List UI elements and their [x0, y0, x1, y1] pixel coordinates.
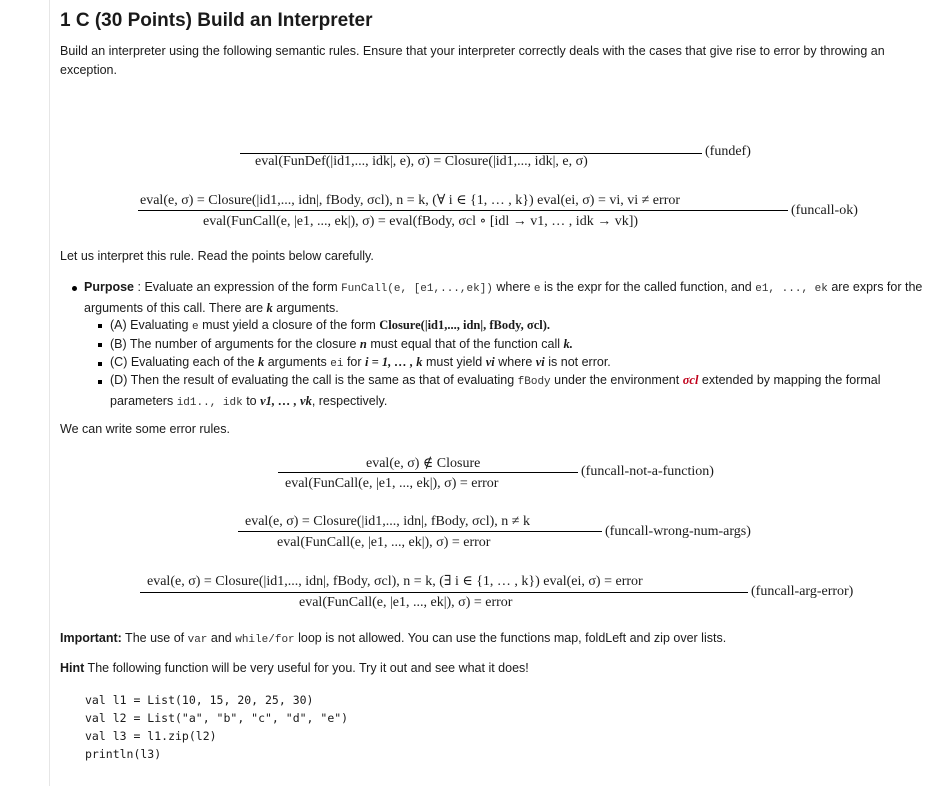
point-a: (A) Evaluating e must yield a closure of the form Closure(|id1,..., idn|, fBody, σcl). [110, 318, 551, 333]
rule-line [278, 472, 578, 473]
important-label: Important: [60, 631, 122, 645]
code-line: val l3 = l1.zip(l2) [85, 729, 217, 743]
rule-name: (funcall-wrong-num-args) [605, 524, 751, 539]
purpose-item: Purpose : Evaluate an expression of the form FunCall(e, [e1,...,ek]) where e is the expr for the called function, and e1, ..., ek are exprs for the arguments of this call. There are k arguments. [84, 280, 923, 315]
hint-label: Hint [60, 661, 85, 675]
point-b: (B) The number of arguments for the closure n must equal that of the function call k. [110, 337, 573, 351]
interpret-text: Let us interpret this rule. Read the points below carefully. [60, 249, 374, 263]
intro-paragraph: Build an interpreter using the following semantic rules. Ensure that your interpreter correctly deals with the cases that give rise to error by throwing an exception. [60, 44, 885, 77]
rule-name: (funcall-ok) [791, 203, 858, 218]
important-note: Important: The use of var and while/for loop is not allowed. You can use the functions map, foldLeft and zip over lists. [60, 631, 727, 646]
code-line: val l2 = List("a", "b", "c", "d", "e") [85, 711, 349, 725]
rule-conclusion: eval(FunDef(|id1,..., idk|, e), σ) = Closure(|id1,..., idk|, e, σ) [255, 154, 588, 169]
point-d: (D) Then the result of evaluating the call is the same as that of evaluating fBody under the environment σcl extended by mapping the formal parameters id1.., idk to v1, … , vk, respectively. [110, 373, 881, 409]
rule-premise: eval(e, σ) ∉ Closure [366, 456, 481, 471]
rule-line [138, 210, 788, 211]
bullet-square [98, 380, 102, 384]
point-c: (C) Evaluating each of the k arguments ei for i = 1, … , k must yield vi where vi is not error. [110, 355, 611, 370]
code-block [85, 691, 348, 763]
rule-premise: eval(e, σ) = Closure(|id1,..., idn|, fBody, σcl), n ≠ k [245, 514, 530, 529]
bullet-square [98, 324, 102, 328]
bullet-square [98, 362, 102, 366]
rule-premise: eval(e, σ) = Closure(|id1,..., idn|, fBody, σcl), n = k, (∃ i ∈ {1, … , k}) eval(ei, σ) = error [147, 574, 643, 589]
rule-name: (funcall-not-a-function) [581, 464, 714, 479]
rule-line [140, 592, 748, 593]
error-rules-text: We can write some error rules. [60, 422, 230, 436]
rule-conclusion: eval(FunCall(e, |e1, ..., ek|), σ) = error [299, 595, 513, 610]
rule-conclusion: eval(FunCall(e, |e1, ..., ek|), σ) = error [277, 535, 491, 550]
section-title: 1 C (30 Points) Build an Interpreter [60, 10, 373, 31]
rule-premise: eval(e, σ) = Closure(|id1,..., idn|, fBody, σcl), n = k, (∀ i ∈ {1, … , k}) eval(ei, σ) = vi, vi ≠ error [140, 193, 681, 208]
rule-name: (fundef) [705, 144, 751, 159]
code-line: println(l3) [85, 747, 162, 761]
code-line: val l1 = List(10, 15, 20, 25, 30) [85, 693, 314, 707]
rule-conclusion: eval(FunCall(e, |e1, ..., ek|), σ) = error [285, 476, 499, 491]
bullet-dot [72, 286, 77, 291]
hint-note: Hint The following function will be very useful for you. Try it out and see what it does! [60, 661, 529, 675]
rule-line [238, 531, 602, 532]
bullet-square [98, 343, 102, 347]
rule-conclusion: eval(FunCall(e, |e1, ..., ek|), σ) = eval(fBody, σcl ∘ [idl → v1, … , idk → vk]) [203, 214, 639, 229]
purpose-label: Purpose [84, 280, 135, 294]
rule-name: (funcall-arg-error) [751, 584, 854, 599]
